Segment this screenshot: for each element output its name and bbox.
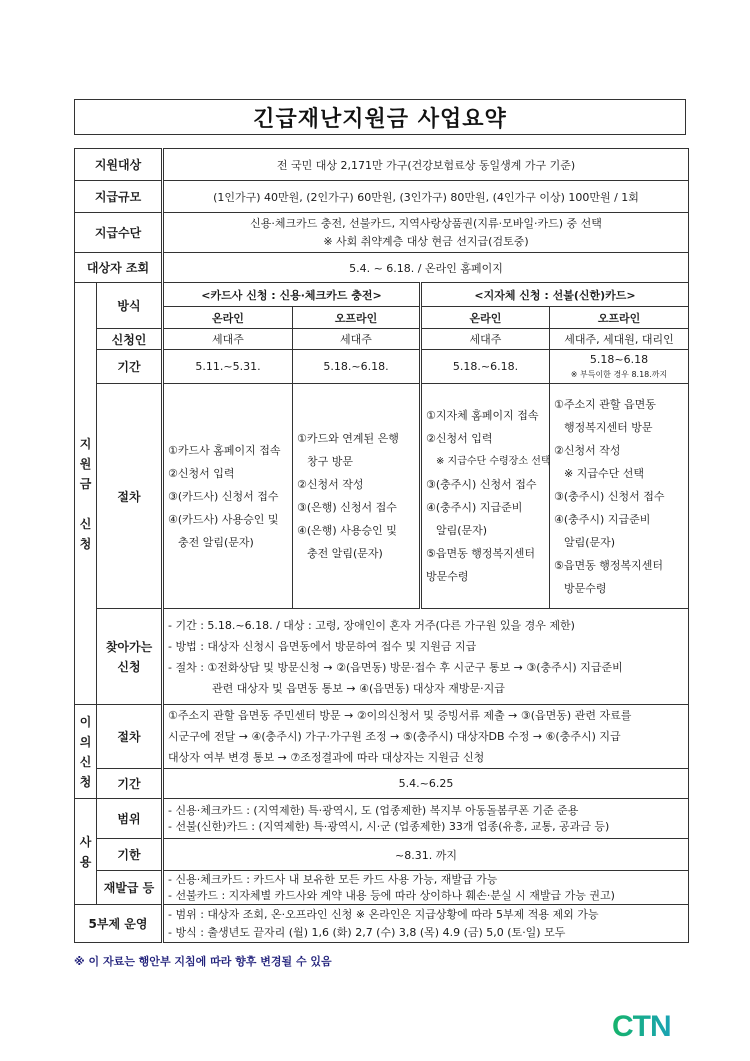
label-scale: 지급규모 [75,181,163,213]
row-method-header [75,283,689,307]
local-online: 온라인 [421,307,550,329]
procedure-local-online: ①지자체 홈페이지 접속 ②신청서 입력 ※ 지급수단 수령장소 선택 ③(충주시) 신청서 접수 ④(충주시) 지급준비 알림(문자) ⑤읍면동 행정복지센터 방문수령 [421,384,550,609]
row-objection-period [75,769,689,799]
period-4: 5.18~6.18 ※ 부득이한 경우 8.18.까지 [550,350,689,384]
row-means [75,213,689,253]
procedure-local-offline: ①주소지 관할 읍면동 행정복지센터 방문 ②신청서 작성 ※ 지급수단 선택 ③(충주시) 신청서 접수 ④(충주시) 지급준비 알림(문자) ⑤읍면동 행정복지센터 방문수령 [550,384,689,609]
procedure-card-online: ①카드사 홈페이지 접속 ②신청서 입력 ③(카드사) 신청서 접수 ④(카드사) 사용승인 및 충전 알림(문자) [163,384,293,609]
means-line-1: 신용·체크카드 충전, 선불카드, 지역사랑상품권(지류·모바일·카드) 중 선택 [250,216,602,230]
applicant-4: 세대주, 세대원, 대리인 [550,329,689,350]
row-applicant [75,329,689,350]
row-period [75,350,689,384]
means-line-2: ※ 사회 취약계층 대상 현금 선지급(검토중) [323,234,529,248]
objection-procedure: ①주소지 관할 읍면동 주민센터 방문 → ②이의신청서 및 증빙서류 제출 → ③(읍면동) 관련 자료를 시군구에 전달 → ④(충주시) 가구·가구원 조정 → ⑤(충주시) 대상자DB 수정 → ⑥(충주시) 지급 대상자 여부 변경 통보 → ⑦조정결과에 따라 대상자는 지원금 신청 [163,705,689,769]
five-day-details: - 범위 : 대상자 조회, 온·오프라인 신청 ※ 온라인은 지급상황에 따라 5부제 적용 제외 가능 - 방식 : 출생년도 끝자리 (월) 1,6 (화) 2,7 (수) 3,8 (목) 4.9 (금) 5,0 (토·일) 모두 [163,905,689,943]
objection-period: 5.4.~6.25 [163,769,689,799]
applicant-2: 세대주 [293,329,421,350]
period-3: 5.18.~6.18. [421,350,550,384]
row-five-day [75,905,689,943]
row-channel [75,307,689,329]
label-usage-reissue: 재발급 등 [97,871,163,905]
label-visiting: 찾아가는 신청 [97,609,163,705]
visiting-details: - 기간 : 5.18.~6.18. / 대상 : 고령, 장애인이 혼자 거주(다른 가구원 있을 경우 제한) - 방법 : 대상자 신청시 읍면동에서 방문하여 접수 및 지원금 지급 - 절차 : ①전화상담 및 방문신청 → ②(읍면동) 방문·접수 후 시군구 통보 → ③(충주시) 지급준비 관련 대상자 및 읍면동 통보 → ④(읍면동) 대상자 재방문·지급 [163,609,689,705]
usage-deadline: ~8.31. 까지 [163,839,689,871]
label-usage-scope: 범위 [97,799,163,839]
applicant-1: 세대주 [163,329,293,350]
summary-table [74,148,689,943]
label-applicant: 신청인 [97,329,163,350]
usage-scope: - 신용·체크카드 : (지역제한) 특·광역시, 도 (업종제한) 복지부 아동돌봄쿠폰 기준 준용 - 선불(신한)카드 : (지역제한) 특·광역시, 시·군 (업종제한) 33개 업종(유흥, 교통, 공과금 등) [163,799,689,839]
group-label-application: 지 원 금 신 청 [75,283,97,705]
label-objection-period: 기간 [97,769,163,799]
group-label-usage: 사 용 [75,799,97,905]
label-five-day: 5부제 운영 [75,905,163,943]
row-usage-scope [75,799,689,839]
page-title: 긴급재난지원금 사업요약 [253,106,507,132]
period-note: ※ 부득이한 경우 8.18.까지 [570,369,668,379]
group-label-objection: 이 의 신 청 [75,705,97,799]
label-method: 방식 [97,283,163,329]
header-local-gov: <지자체 신청 : 선불(신한)카드> [421,283,689,307]
row-scale [75,181,689,213]
row-visiting [75,609,689,705]
title-box [74,99,686,135]
label-period: 기간 [97,350,163,384]
usage-reissue: - 신용·체크카드 : 카드사 내 보유한 모든 카드 사용 가능, 재발급 가능 - 선불카드 : 지자체별 카드사와 계약 내용 등에 따라 상이하나 훼손·분실 시 재발급 가능 권고) [163,871,689,905]
value-target: 전 국민 대상 2,171만 가구(건강보험료상 동일생계 가구 기준) [163,149,689,181]
header-card-company: <카드사 신청 : 신용·체크카드 충전> [163,283,421,307]
value-means [163,213,689,253]
card-offline: 오프라인 [293,307,421,329]
applicant-3: 세대주 [421,329,550,350]
value-lookup: 5.4. ~ 6.18. / 온라인 홈페이지 [163,253,689,283]
label-objection-procedure: 절차 [97,705,163,769]
row-usage-deadline [75,839,689,871]
label-usage-deadline: 기한 [97,839,163,871]
ctn-logo: CTN [612,1010,671,1043]
procedure-card-offline: ①카드와 연계된 은행 창구 방문 ②신청서 작성 ③(은행) 신청서 접수 ④(은행) 사용승인 및 충전 알림(문자) [293,384,421,609]
label-means: 지급수단 [75,213,163,253]
row-procedure [75,384,689,609]
label-target: 지원대상 [75,149,163,181]
footnote: ※ 이 자료는 행안부 지침에 따라 향후 변경될 수 있음 [74,955,332,968]
local-offline: 오프라인 [550,307,689,329]
row-target [75,149,689,181]
period-1: 5.11.~5.31. [163,350,293,384]
row-lookup [75,253,689,283]
row-usage-reissue [75,871,689,905]
card-online: 온라인 [163,307,293,329]
period-2: 5.18.~6.18. [293,350,421,384]
label-procedure: 절차 [97,384,163,609]
value-scale: (1인가구) 40만원, (2인가구) 60만원, (3인가구) 80만원, (4인가구 이상) 100만원 / 1회 [163,181,689,213]
row-objection-procedure [75,705,689,769]
label-lookup: 대상자 조회 [75,253,163,283]
